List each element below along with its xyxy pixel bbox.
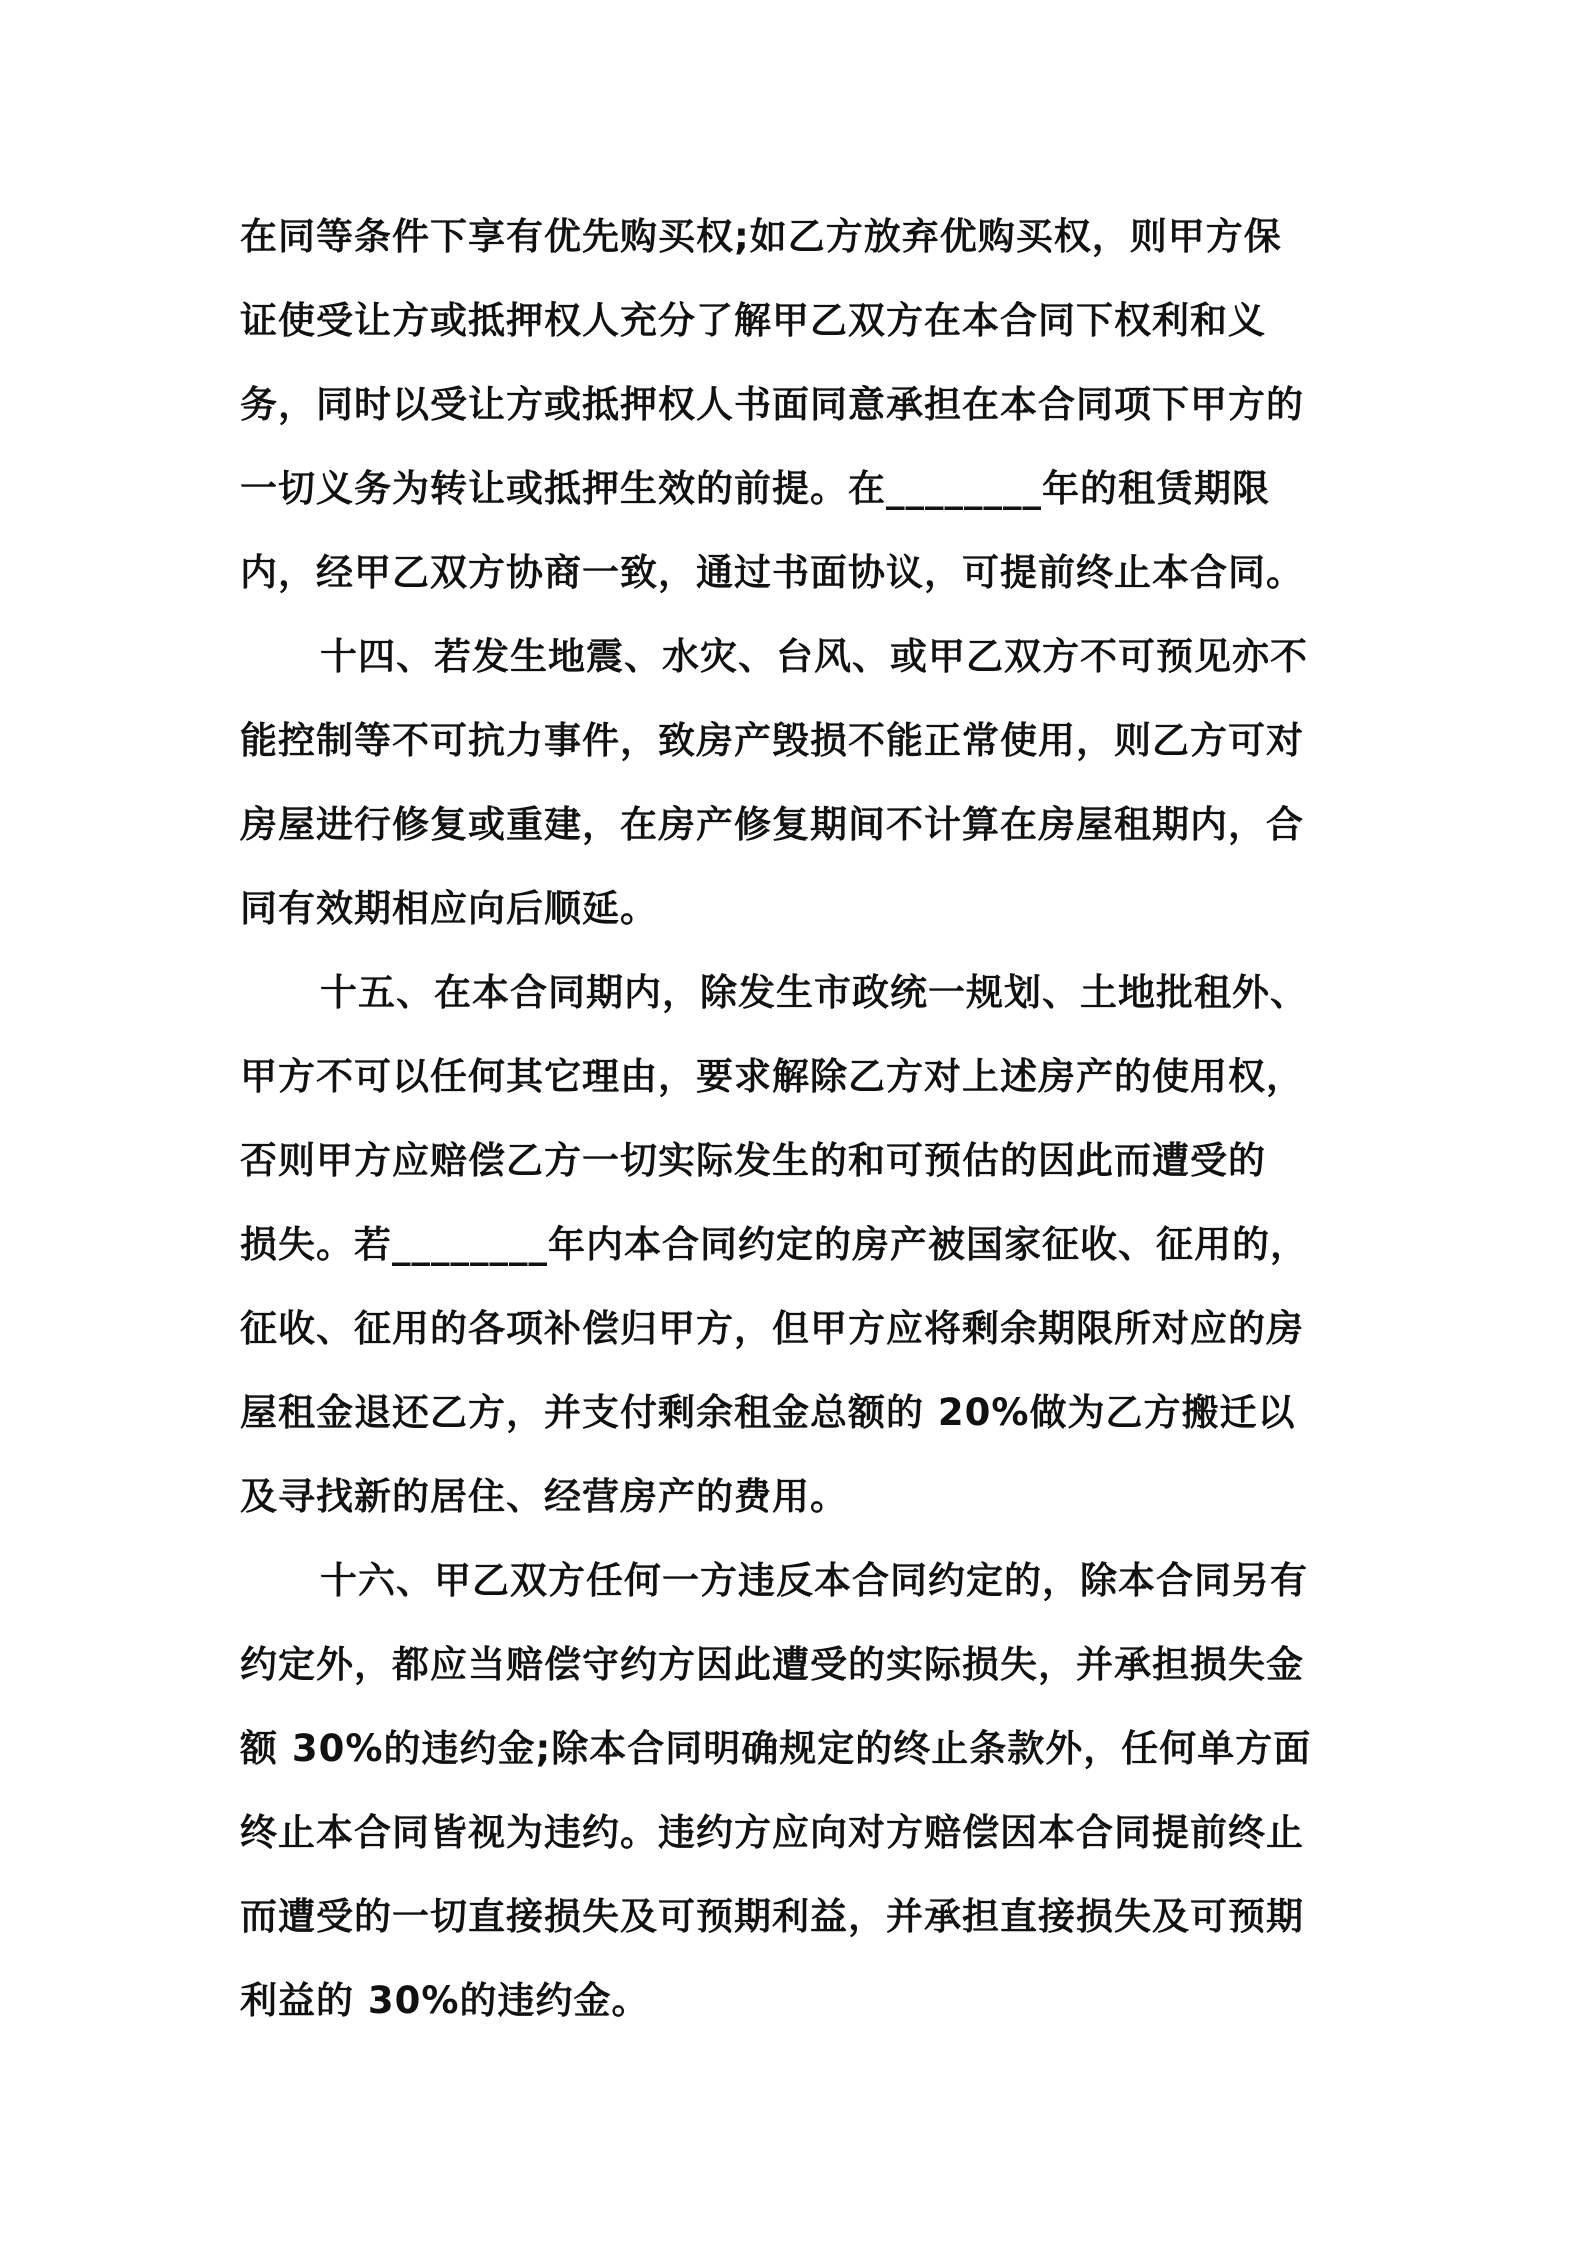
text-line: 损失。若________年内本合同约定的房产被国家征收、征用的， [240, 1223, 1308, 1266]
text-line: 额 30%的违约金;除本合同明确规定的终止条款外，任何单方面 [240, 1727, 1312, 1770]
text-line: 征收、征用的各项补偿归甲方，但甲方应将剩余期限所对应的房 [240, 1307, 1304, 1350]
text-line: 十五、在本合同期内，除发生市政统一规划、土地批租外、 [320, 971, 1308, 1014]
paragraph-15 [240, 951, 1360, 1539]
contract-body [240, 195, 1360, 2043]
text-line: 在同等条件下享有优先购买权;如乙方放弃优购买权，则甲方保 [240, 215, 1282, 258]
text-line: 十六、甲乙双方任何一方违反本合同约定的，除本合同另有 [320, 1559, 1308, 1602]
text-line: 内，经甲乙双方协商一致，通过书面协议，可提前终止本合同。 [240, 551, 1304, 594]
text-line: 一切义务为转让或抵押生效的前提。在________年的租赁期限 [240, 467, 1270, 510]
text-line: 利益的 30%的违约金。 [240, 1979, 650, 2022]
text-line: 务，同时以受让方或抵押权人书面同意承担在本合同项下甲方的 [240, 383, 1304, 426]
paragraph-13-continued [240, 195, 1360, 615]
text-line: 屋租金退还乙方，并支付剩余租金总额的 20%做为乙方搬迁以 [240, 1391, 1296, 1434]
paragraph-14 [240, 615, 1360, 951]
text-line: 及寻找新的居住、经营房产的费用。 [240, 1475, 848, 1518]
text-line: 房屋进行修复或重建，在房产修复期间不计算在房屋租期内，合 [240, 803, 1304, 846]
text-line: 否则甲方应赔偿乙方一切实际发生的和可预估的因此而遭受的 [240, 1139, 1266, 1182]
text-line: 终止本合同皆视为违约。违约方应向对方赔偿因本合同提前终止 [240, 1811, 1304, 1854]
text-line: 证使受让方或抵押权人充分了解甲乙双方在本合同下权利和义 [240, 299, 1266, 342]
text-line: 能控制等不可抗力事件，致房产毁损不能正常使用，则乙方可对 [240, 719, 1304, 762]
text-line: 甲方不可以任何其它理由，要求解除乙方对上述房产的使用权， [240, 1055, 1304, 1098]
text-line: 十四、若发生地震、水灾、台风、或甲乙双方不可预见亦不 [320, 635, 1308, 678]
text-line: 约定外，都应当赔偿守约方因此遭受的实际损失，并承担损失金 [240, 1643, 1304, 1686]
text-line: 而遭受的一切直接损失及可预期利益，并承担直接损失及可预期 [240, 1895, 1304, 1938]
text-line: 同有效期相应向后顺延。 [240, 887, 658, 930]
paragraph-16 [240, 1539, 1360, 2043]
